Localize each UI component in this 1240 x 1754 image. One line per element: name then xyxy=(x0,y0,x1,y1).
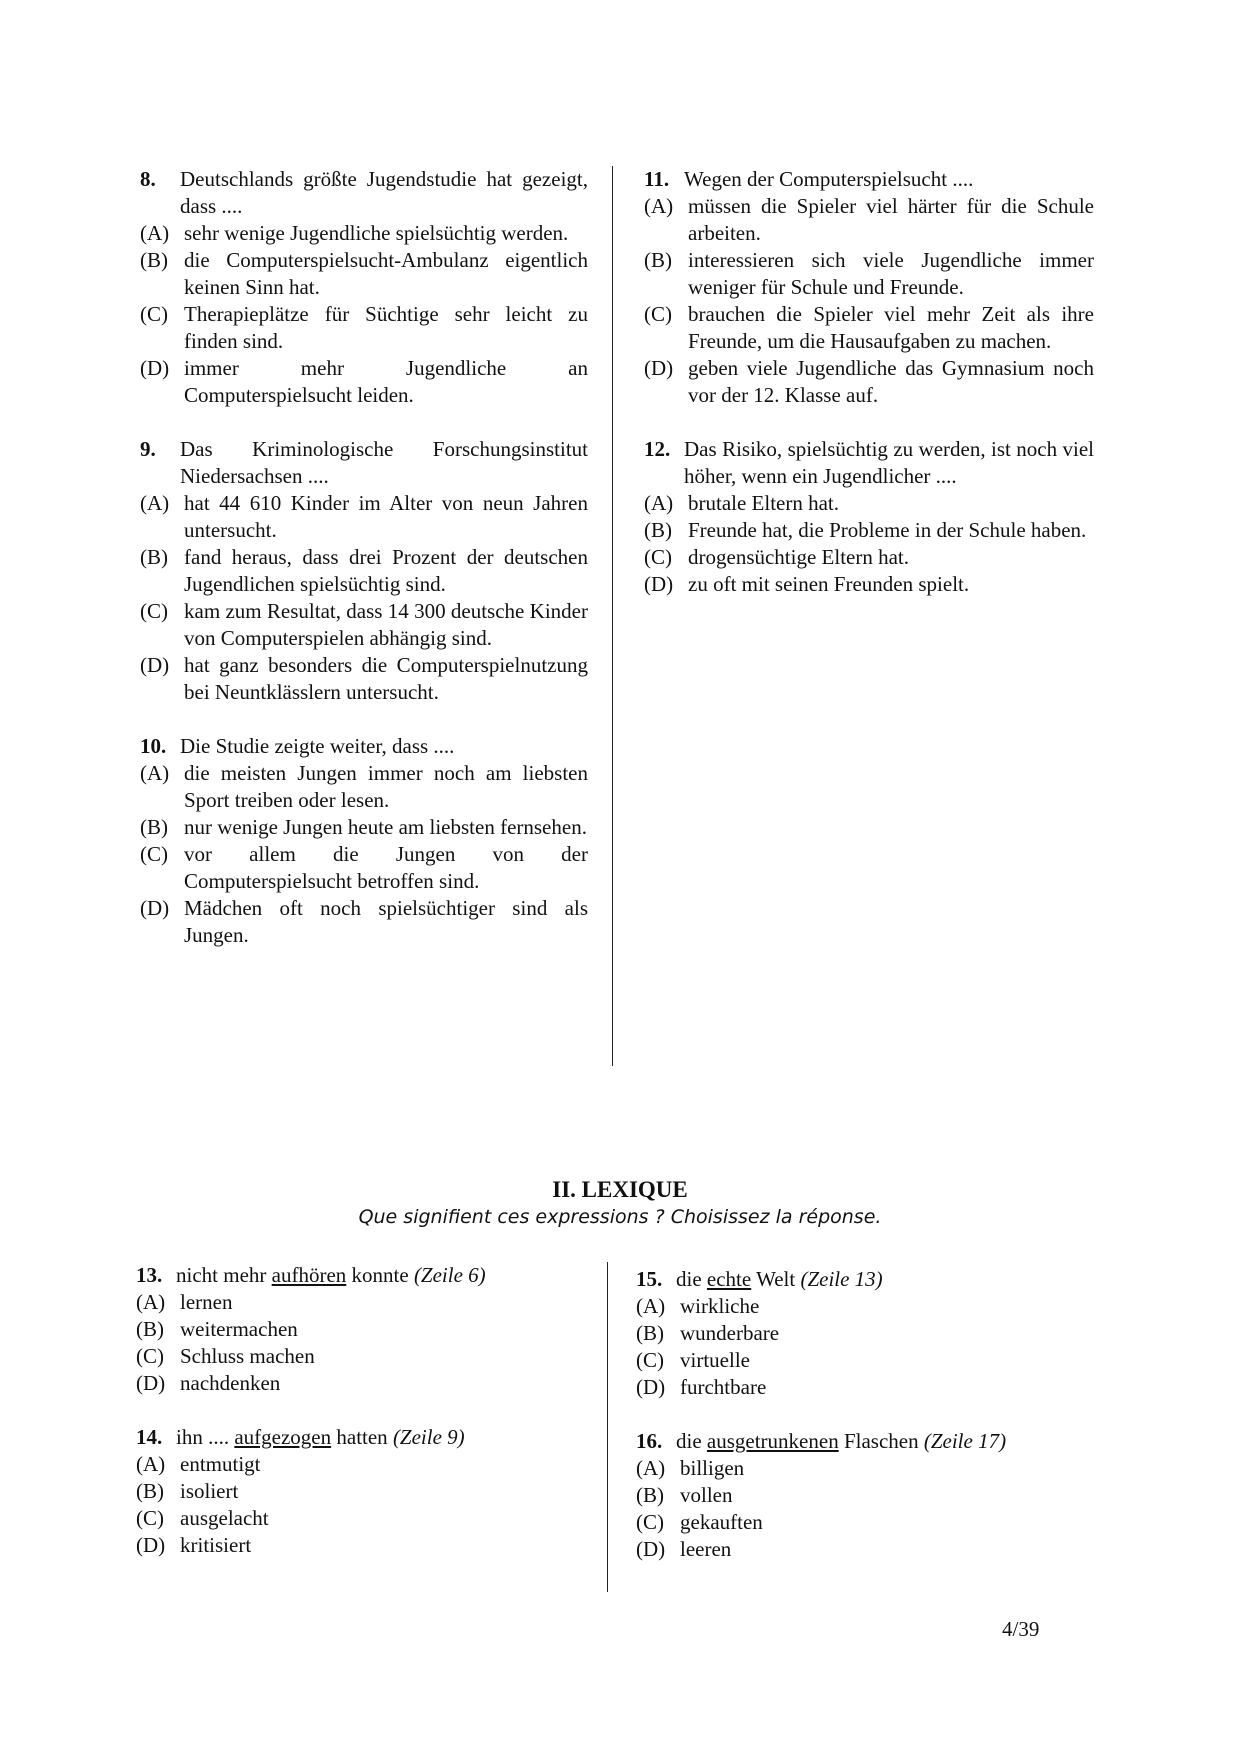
underlined-word: aufgezogen xyxy=(234,1425,332,1449)
underlined-word: aufhören xyxy=(271,1263,347,1287)
question-13 xyxy=(136,1262,576,1397)
question-stem: die echte Welt (Zeile 13) xyxy=(676,1267,883,1291)
question-stem: nicht mehr aufhören konnte (Zeile 6) xyxy=(176,1263,486,1287)
question-number: 14. xyxy=(136,1425,163,1449)
question-16 xyxy=(636,1428,1086,1563)
line-reference: (Zeile 13) xyxy=(800,1267,883,1291)
option-d[interactable]: (D) nachdenken xyxy=(136,1371,281,1395)
option-a[interactable]: (A) hat 44 610 Kinder im Alter von neun Jahren untersucht. xyxy=(140,491,588,542)
option-d[interactable]: (D) leeren xyxy=(636,1537,732,1561)
question-number: 15. xyxy=(636,1267,663,1291)
question-number: 13. xyxy=(136,1263,163,1287)
question-number: 8. xyxy=(140,167,156,191)
option-c[interactable]: (C) gekauften xyxy=(636,1510,763,1534)
question-11 xyxy=(644,166,1094,409)
option-b[interactable]: (B) die Computerspielsucht-Ambulanz eigentlich keinen Sinn hat. xyxy=(140,248,588,299)
question-stem: Das Risiko, spielsüchtig zu werden, ist noch viel höher, wenn ein Jugendlicher .... xyxy=(684,437,1094,488)
option-d[interactable]: (D) hat ganz besonders die Computerspielnutzung bei Neuntklässlern untersucht. xyxy=(140,653,588,704)
line-reference: (Zeile 9) xyxy=(392,1425,465,1449)
option-a[interactable]: (A) die meisten Jungen immer noch am liebsten Sport treiben oder lesen. xyxy=(140,761,588,812)
question-number: 16. xyxy=(636,1429,663,1453)
question-number: 11. xyxy=(644,167,670,191)
question-number: 10. xyxy=(140,734,167,758)
underlined-word: echte xyxy=(706,1267,752,1291)
underlined-word: ausgetrunkenen xyxy=(706,1429,839,1453)
question-10 xyxy=(140,733,588,949)
lexique-right-column xyxy=(636,1266,1086,1563)
option-c[interactable]: (C) virtuelle xyxy=(636,1348,750,1372)
section-title: II. LEXIQUE xyxy=(552,1177,688,1202)
option-d[interactable]: (D) geben viele Jugendliche das Gymnasium noch vor der 12. Klasse auf. xyxy=(644,356,1094,407)
left-column xyxy=(140,166,588,949)
option-b[interactable]: (B) weitermachen xyxy=(136,1317,298,1341)
question-12 xyxy=(644,436,1094,598)
option-d[interactable]: (D) kritisiert xyxy=(136,1533,252,1557)
option-c[interactable]: (C) vor allem die Jungen von der Computerspielsucht betroffen sind. xyxy=(140,842,588,893)
option-b[interactable]: (B) Freunde hat, die Probleme in der Schule haben. xyxy=(644,518,1087,542)
option-b[interactable]: (B) wunderbare xyxy=(636,1321,780,1345)
option-a[interactable]: (A) sehr wenige Jugendliche spielsüchtig werden. xyxy=(140,221,569,245)
option-c[interactable]: (C) Schluss machen xyxy=(136,1344,315,1368)
question-stem: Deutschlands größte Jugendstudie hat gezeigt, dass .... xyxy=(180,167,588,218)
question-14 xyxy=(136,1424,576,1559)
column-divider xyxy=(612,166,613,1066)
option-b[interactable]: (B) isoliert xyxy=(136,1479,239,1503)
column-divider xyxy=(607,1262,608,1592)
question-8 xyxy=(140,166,588,409)
option-d[interactable]: (D) immer mehr Jugendliche an Computerspielsucht leiden. xyxy=(140,356,588,407)
line-reference: (Zeile 17) xyxy=(923,1429,1007,1453)
option-d[interactable]: (D) furchtbare xyxy=(636,1375,767,1399)
option-c[interactable]: (C) drogensüchtige Eltern hat. xyxy=(644,545,910,569)
question-stem: Wegen der Computerspielsucht .... xyxy=(684,167,974,191)
right-column xyxy=(644,166,1094,598)
page-number: 4/39 xyxy=(1002,1617,1040,1641)
option-a[interactable]: (A) brutale Eltern hat. xyxy=(644,491,840,515)
option-a[interactable]: (A) entmutigt xyxy=(136,1452,261,1476)
question-stem: Das Kriminologische Forschungsinstitut Niedersachsen .... xyxy=(180,437,588,488)
question-number: 9. xyxy=(140,437,156,461)
option-d[interactable]: (D) zu oft mit seinen Freunden spielt. xyxy=(644,572,970,596)
line-reference: (Zeile 6) xyxy=(413,1263,486,1287)
option-b[interactable]: (B) nur wenige Jungen heute am liebsten fernsehen. xyxy=(140,815,587,839)
option-c[interactable]: (C) brauchen die Spieler viel mehr Zeit als ihre Freunde, um die Hausaufgaben zu machen. xyxy=(644,302,1094,353)
option-b[interactable]: (B) interessieren sich viele Jugendliche immer weniger für Schule und Freunde. xyxy=(644,248,1094,299)
question-15 xyxy=(636,1266,1086,1401)
option-c[interactable]: (C) ausgelacht xyxy=(136,1506,269,1530)
lexique-left-column xyxy=(136,1262,576,1559)
question-stem: Die Studie zeigte weiter, dass .... xyxy=(180,734,455,758)
option-a[interactable]: (A) lernen xyxy=(136,1290,233,1314)
question-number: 12. xyxy=(644,437,671,461)
option-c[interactable]: (C) kam zum Resultat, dass 14 300 deutsche Kinder von Computerspielen abhängig sind. xyxy=(140,599,588,650)
question-9 xyxy=(140,436,588,706)
section-subtitle: Que signifient ces expressions ? Choisissez la réponse. xyxy=(358,1206,882,1228)
option-a[interactable]: (A) müssen die Spieler viel härter für die Schule arbeiten. xyxy=(644,194,1094,245)
section-header xyxy=(0,1176,1240,1230)
question-stem: die ausgetrunkenen Flaschen (Zeile 17) xyxy=(676,1429,1007,1453)
option-c[interactable]: (C) Therapieplätze für Süchtige sehr leicht zu finden sind. xyxy=(140,302,588,353)
option-d[interactable]: (D) Mädchen oft noch spielsüchtiger sind als Jungen. xyxy=(140,896,588,947)
question-stem: ihn .... aufgezogen hatten (Zeile 9) xyxy=(176,1425,465,1449)
option-a[interactable]: (A) billigen xyxy=(636,1456,745,1480)
option-b[interactable]: (B) fand heraus, dass drei Prozent der deutschen Jugendlichen spielsüchtig sind. xyxy=(140,545,588,596)
option-b[interactable]: (B) vollen xyxy=(636,1483,733,1507)
option-a[interactable]: (A) wirkliche xyxy=(636,1294,760,1318)
